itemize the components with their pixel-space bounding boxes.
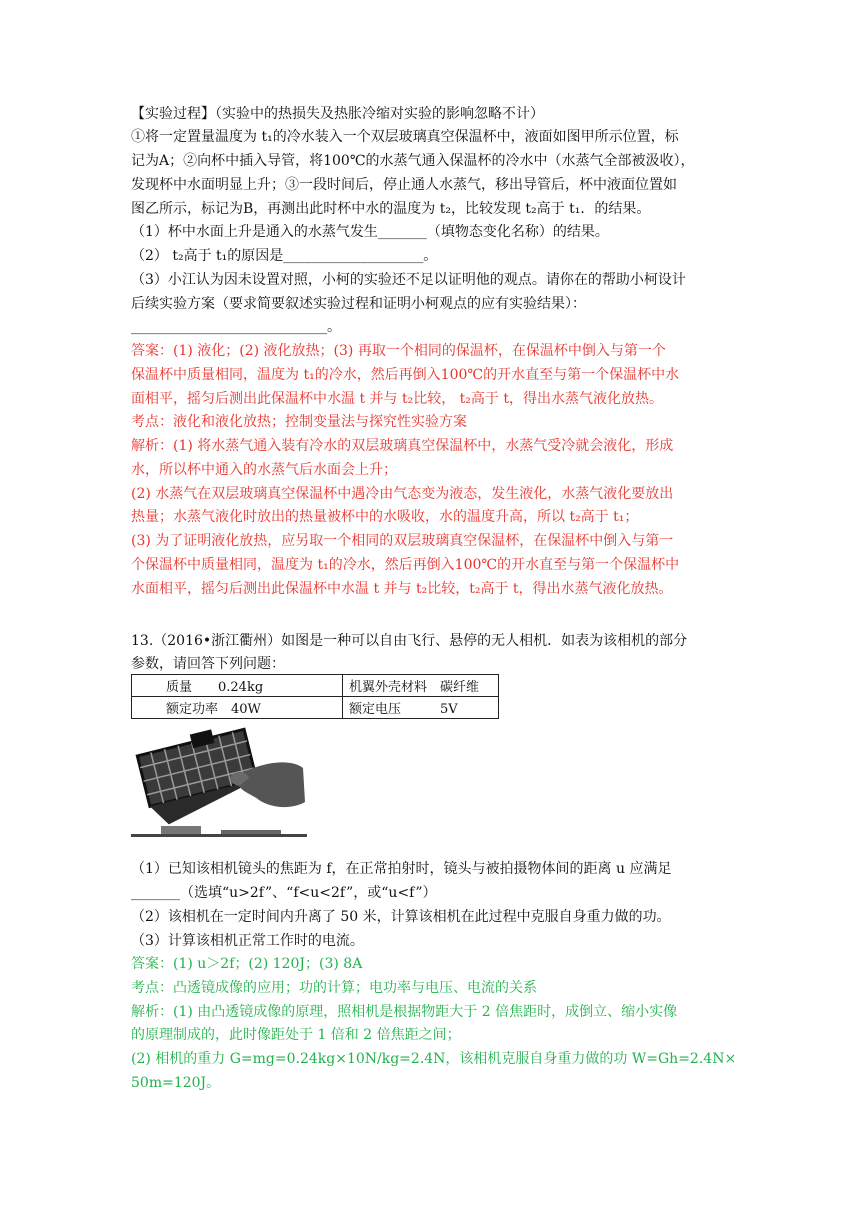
analysis-line: 热量；水蒸气液化时放出的热量被杯中的水吸收，水的温度升高，所以 t₂高于 t₁； — [131, 509, 639, 525]
text-line: ①将一定置量温度为 t₁的冷水装入一个双层玻璃真空保温杯中，液面如图甲所示位置，标 — [131, 129, 679, 145]
question-13-1: （1）已知该相机镜头的焦距为 f，在正常拍射时，镜头与被拍摄物体间的距离 u 应满足 — [131, 861, 672, 877]
analysis-line: 水面相平，摇匀后测出此保温杯中水温 t 并与 t₂比较，t₂高于 t，得出水蒸气液化放热。 — [131, 581, 673, 597]
table-cell: 额定电压 5V — [343, 697, 499, 719]
text-line: 参数，请回答下列问题： — [131, 656, 285, 672]
text-line: 后续实验方案（要求简要叙述实验过程和证明小柯观点的应有实验结果）： — [131, 296, 586, 312]
analysis-line: (2) 相机的重力 G=mg=0.24kg×10N/kg=2.4N，该相机克服自身重力做的功 W=Gh=2.4N× — [131, 1051, 737, 1067]
question-3: （3）小江认为因未设置对照，小柯的实验还不足以证明他的观点。请你在的帮助小柯设计 — [131, 272, 686, 288]
answer-line: 答案：(1) u＞2f；(2) 120J；(3) 8A — [131, 956, 363, 972]
analysis-line: 个保温杯中质量相同，温度为 t₁的冷水，然后再倒入100℃的开水直至与第一个保温杯中 — [131, 557, 680, 573]
answer-blank: ____________________________。 — [131, 319, 341, 335]
drone-camera-photo — [131, 722, 307, 852]
analysis-line: 50m=120J。 — [131, 1075, 221, 1091]
table-cell: 机翼外壳材料 碳纤维 — [343, 675, 499, 697]
knowledge-point: 考点：凸透镜成像的应用；功的计算；电功率与电压、电流的关系 — [131, 980, 537, 996]
answer-line: 答案：(1) 液化；(2) 液化放热；(3) 再取一个相同的保温杯，在保温杯中倒入与第一个 — [131, 343, 666, 359]
parameter-table — [131, 674, 499, 719]
question-13-title: 13.（2016•浙江衢州）如图是一种可以自由飞行、悬停的无人相机．如表为该相机的部分 — [131, 633, 688, 649]
text-line: 图乙所示，标记为B，再测出此时杯中水的温度为 t₂，比较发现 t₂高于 t₁．的结果。 — [131, 201, 651, 217]
table-cell: 质量 0.24kg — [132, 675, 343, 697]
analysis-line: 解析：(1) 由凸透镜成像的原理，照相机是根据物距大于 2 倍焦距时，成倒立、缩小实像 — [131, 1004, 678, 1020]
text-line: 记为A；②向杯中插入导管，将100℃的水蒸气通入保温杯的冷水中（水蒸气全部被汲收）， — [131, 153, 695, 169]
knowledge-point: 考点：液化和液化放热；控制变量法与探究性实验方案 — [131, 414, 467, 430]
analysis-line: (2) 水蒸气在双层玻璃真空保温杯中遇冷由气态变为液态，发生液化，水蒸气液化要放出 — [131, 486, 674, 502]
answer-line: 面相平，摇匀后测出此保温杯中水温 t 并与 t₂比较， t₂高于 t，得出水蒸气液化放热。 — [131, 391, 663, 407]
text-line: _______（选填“u>2f”、“f<u<2f”，或“u<f”） — [131, 885, 437, 901]
table-row — [132, 675, 499, 697]
analysis-line: 解析：(1) 将水蒸气通入装有冷水的双层玻璃真空保温杯中，水蒸气受冷就会液化，形成 — [131, 438, 674, 454]
analysis-line: 水，所以杯中通入的水蒸气后水面会上升； — [131, 462, 397, 478]
question-2: （2） t₂高于 t₁的原因是____________________。 — [131, 248, 438, 264]
answer-line: 保温杯中质量相同，温度为 t₁的冷水，然后再倒入100℃的开水直至与第一个保温杯中水 — [131, 367, 680, 383]
question-13-3: （3）计算该相机正常工作时的电流。 — [131, 933, 364, 949]
table-row — [132, 697, 499, 719]
analysis-line: 的原理制成的，此时像距处于 1 倍和 2 倍焦距之间； — [131, 1027, 461, 1043]
text-line: 【实验过程】（实验中的热损失及热胀冷缩对实验的影响忽略不计） — [131, 106, 544, 122]
analysis-line: (3) 为了证明液化放热，应另取一个相同的双层玻璃真空保温杯，在保温杯中倒入与第一 — [131, 533, 674, 549]
question-13-2: （2）该相机在一定时间内升离了 50 米，计算该相机在此过程中克服自身重力做的功。 — [131, 909, 671, 925]
text-line: 发现杯中水面明显上升；③一段时间后，停止通人水蒸气，移出导管后，杯中液面位置如 — [131, 177, 677, 193]
question-1: （1）杯中水面上升是通入的水蒸气发生_______（填物态变化名称）的结果。 — [131, 224, 609, 240]
table-cell: 额定功率 40W — [132, 697, 343, 719]
